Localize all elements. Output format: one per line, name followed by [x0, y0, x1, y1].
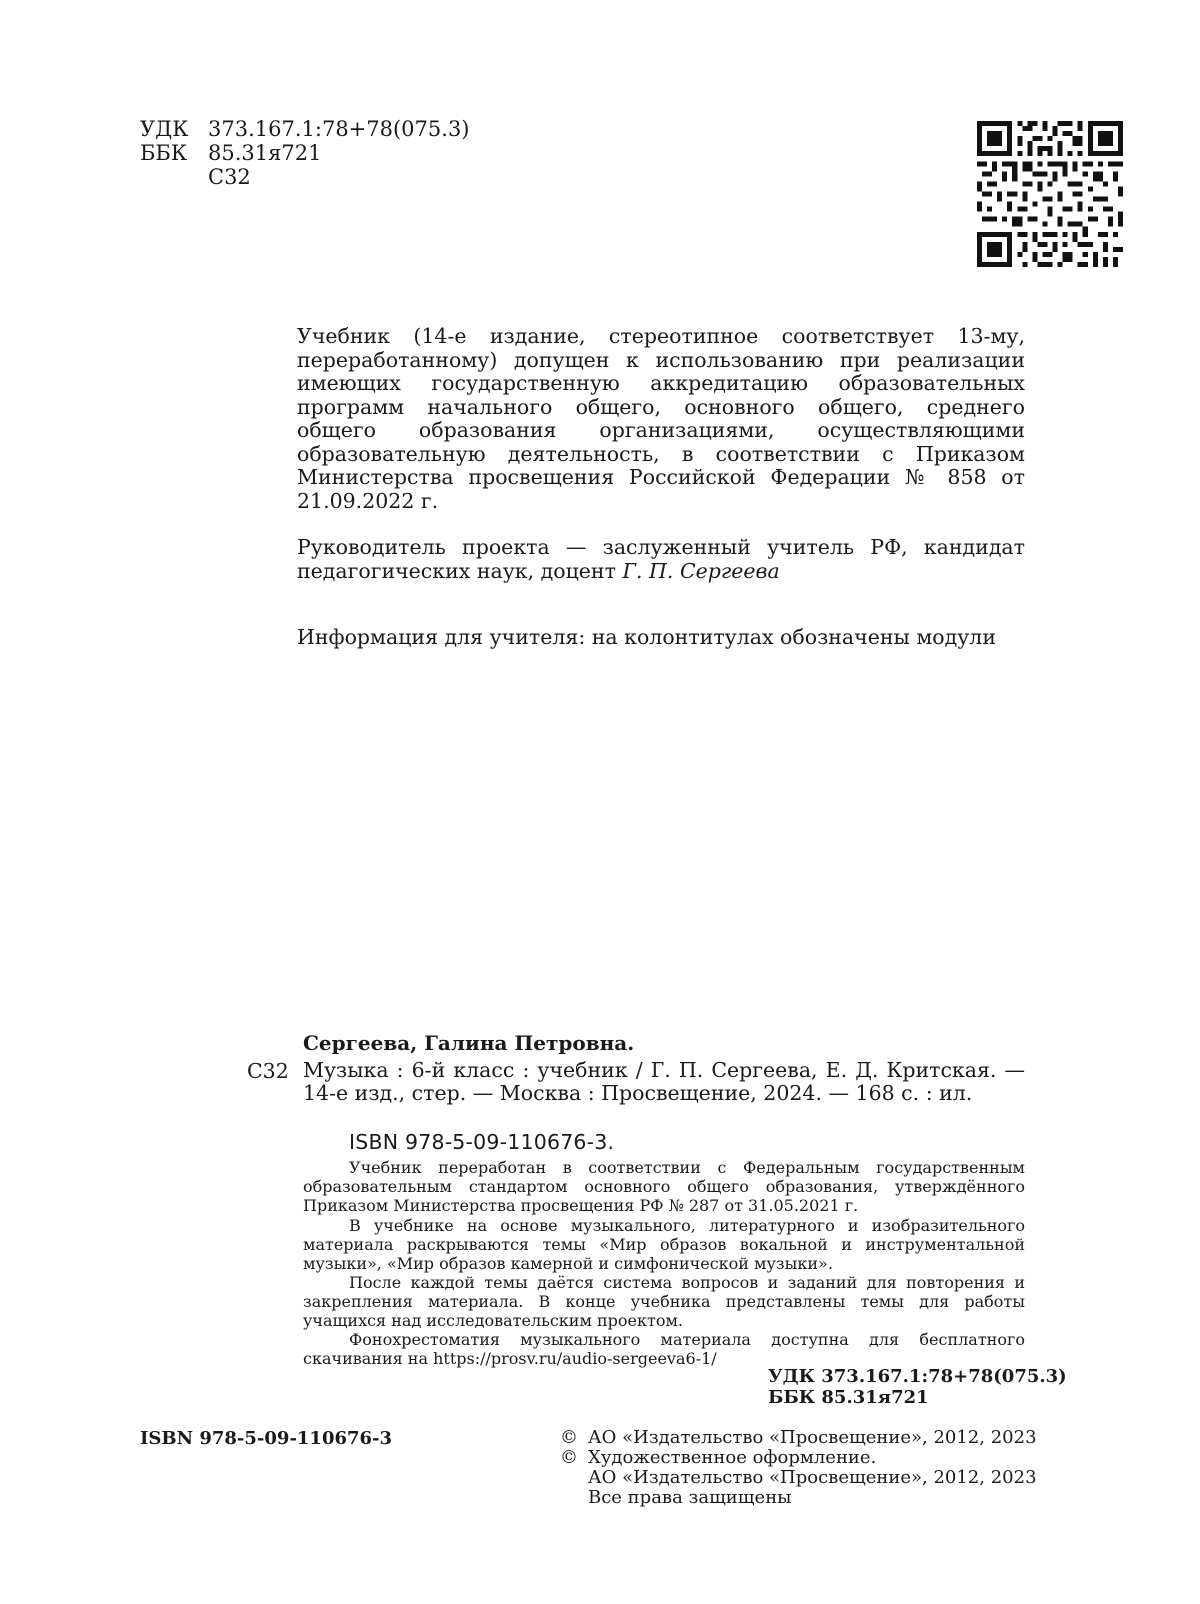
annotation-paragraph: В учебнике на основе музыкального, литературного и изобразительного материала раскрываются темы «Мир образов вокальной и инструментальной музыки», «Мир образов камерной и симфонической музыки». — [303, 1216, 1025, 1273]
footer-isbn: ISBN 978-5-09-110676-3 — [140, 1428, 393, 1449]
annotation-paragraph: Фонохрестоматия музыкального материала доступна для бесплатного скачивания на https://prosv.ru/audio-sergeeva6-1/ — [303, 1330, 1025, 1368]
biblio-codes — [768, 1366, 1067, 1408]
author-mark: С32 — [208, 165, 251, 189]
approval-paragraph: Учебник (14-е издание, стереотипное соответствует 13-му, переработанному) допущен к использованию при реализации имеющих государственную аккредитацию образовательных программ начального общего, основного общего, среднего общего образования организациями, осуществляющими образовательную деятельность, в соответствии с Приказом Министерства просвещения Российской Федерации № 858 от 21.09.2022 г. — [297, 324, 1025, 513]
copyright-line: АО «Издательство «Просвещение», 2012, 2023 — [588, 1467, 1037, 1488]
bbk-value: 85.31я721 — [208, 141, 322, 165]
copyright-icon: © — [560, 1427, 578, 1448]
copyright-line: АО «Издательство «Просвещение», 2012, 2023 — [588, 1427, 1037, 1448]
biblio-title: Музыка : 6-й класс : учебник / Г. П. Сергеева, Е. Д. Критская. — 14-е изд., стер. — Москва : Просвещение, 2024. — 168 с. : ил. — [303, 1058, 1025, 1105]
annotation-paragraph: После каждой темы даётся система вопросов и заданий для повторения и закрепления материала. В конце учебника представлены темы для работы учащихся над исследовательским проектом. — [303, 1273, 1025, 1330]
project-lead-text: Руководитель проекта — заслуженный учитель РФ, кандидат педагогических наук, доцент — [297, 535, 1025, 583]
rights-reserved: Все права защищены — [588, 1487, 792, 1508]
biblio-author: Сергеева, Галина Петровна. — [303, 1031, 635, 1055]
udk-label: УДК — [140, 117, 189, 141]
qr-code-icon — [977, 121, 1123, 267]
biblio-index: С32 — [247, 1059, 289, 1083]
project-lead-paragraph — [297, 536, 1025, 583]
copyright-icon: © — [560, 1447, 578, 1468]
biblio-udk: УДК 373.167.1:78+78(075.3) — [768, 1366, 1067, 1387]
teacher-info: Информация для учителя: на колонтитулах обозначены модули — [297, 625, 996, 649]
copyright-line: Художественное оформление. — [588, 1447, 877, 1468]
udk-value: 373.167.1:78+78(075.3) — [208, 117, 470, 141]
project-lead-name: Г. П. Сергеева — [622, 558, 780, 583]
copyright-block — [560, 1428, 1037, 1508]
biblio-bbk: ББК 85.31я721 — [768, 1387, 929, 1408]
bbk-label: ББК — [140, 141, 188, 165]
annotation-paragraph: Учебник переработан в соответствии с Федеральным государственным образовательным стандартом основного общего образования, утверждённого Приказом Министерства просвещения РФ № 287 от 31.05.2021 г. — [303, 1158, 1025, 1215]
biblio-isbn: ISBN 978-5-09-110676-3. — [349, 1130, 615, 1154]
classification-codes — [140, 117, 470, 189]
